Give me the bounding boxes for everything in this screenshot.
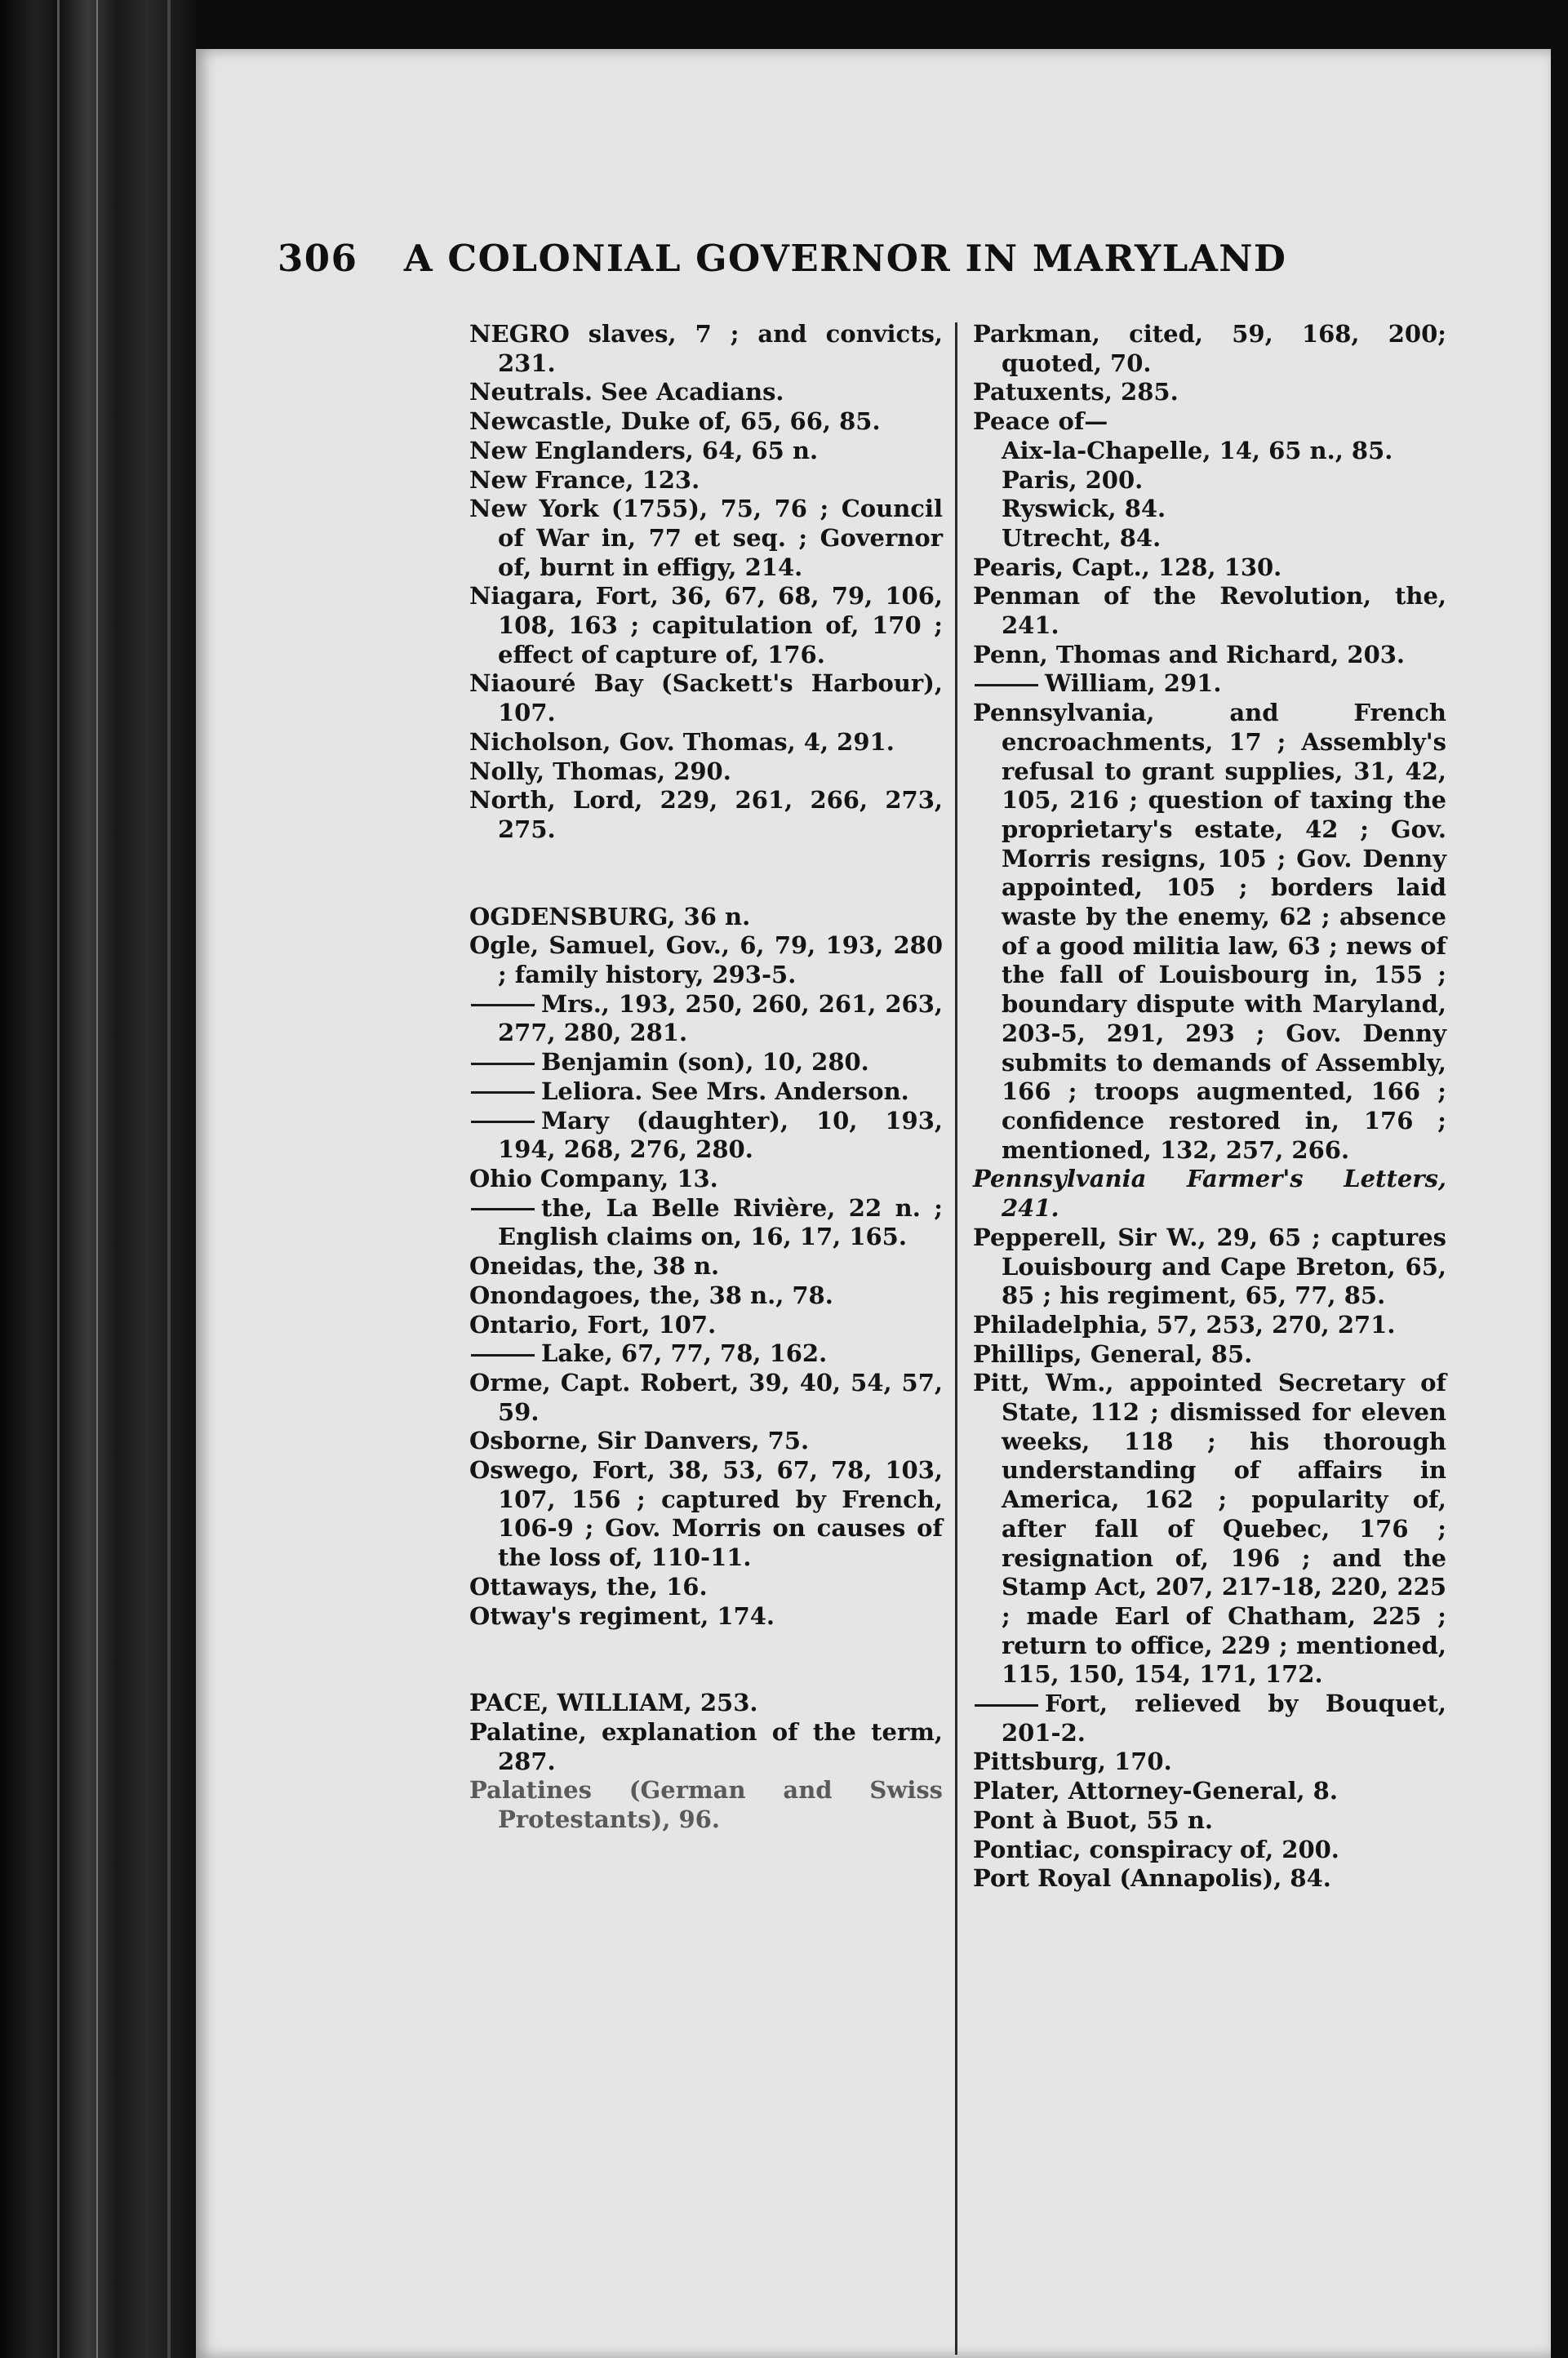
index-entry: PACE, WILLIAM, 253.	[469, 1689, 758, 1717]
index-entry: Pepperell, Sir W., 29, 65 ; captures Louisbourg and Cape Breton, 65, 85 ; his regiment, 65, 77, 85.	[973, 1223, 1446, 1310]
index-entry: Otway's regiment, 174.	[469, 1601, 775, 1630]
index-entry: New France, 123.	[469, 465, 700, 494]
ditto-dash	[471, 1121, 535, 1123]
index-entry: Ohio Company, 13.	[469, 1164, 718, 1192]
index-entry: Neutrals. See Acadians.	[469, 378, 784, 406]
index-entry: North, Lord, 229, 261, 266, 273, 275.	[469, 786, 943, 843]
index-entry: Plater, Attorney-General, 8.	[973, 1777, 1338, 1805]
index-subentry	[973, 1690, 1446, 1747]
index-subentry-text: Lake, 67, 77, 78, 162.	[541, 1339, 828, 1368]
index-entry: Ontario, Fort, 107.	[469, 1310, 717, 1339]
index-subentry-text: Leliora. See Mrs. Anderson.	[541, 1077, 909, 1105]
index-entry: Palatines (German and Swiss Protestants), 96.	[469, 1776, 943, 1834]
index-subentry	[469, 1107, 943, 1165]
index-entry: Palatine, explanation of the term, 287.	[469, 1717, 943, 1775]
index-subentry	[469, 1048, 943, 1077]
index-entry: NEGRO slaves, 7 ; and convicts, 231.	[469, 320, 943, 377]
book-spine	[0, 0, 196, 2358]
ditto-dash	[975, 1704, 1038, 1707]
index-subentry	[469, 1077, 943, 1107]
index-entry: Niagara, Fort, 36, 67, 68, 79, 106, 108, 163 ; capitulation of, 170 ; effect of capture of, 176.	[469, 582, 943, 668]
index-entry: Oswego, Fort, 38, 53, 67, 78, 103, 107, 156 ; captured by French, 106-9 ; Gov. Morris on causes of the loss of, 110-11.	[469, 1456, 943, 1572]
index-subentry: Aix-la-Chapelle, 14, 65 n., 85.	[1002, 436, 1393, 464]
ditto-dash	[471, 1091, 535, 1094]
index-entry: Orme, Capt. Robert, 39, 40, 54, 57, 59.	[469, 1368, 943, 1426]
index-column-left	[469, 320, 943, 1835]
index-entry: Osborne, Sir Danvers, 75.	[469, 1427, 810, 1455]
index-subentry-text: Fort, relieved by Bouquet, 201-2.	[1002, 1690, 1446, 1747]
index-entry: Newcastle, Duke of, 65, 66, 85.	[469, 407, 881, 436]
index-subentry-text: William, 291.	[1045, 669, 1222, 698]
index-subentry-text: the, La Belle Rivière, 22 n. ; English claims on, 16, 17, 165.	[498, 1193, 943, 1251]
index-entry: Pont à Buot, 55 n.	[973, 1805, 1213, 1834]
ditto-dash	[471, 1208, 535, 1210]
index-entry: New York (1755), 75, 76 ; Council of War in, 77 et seq. ; Governor of, burnt in effigy, 214.	[469, 495, 943, 581]
index-entry: Pontiac, conspiracy of, 200.	[973, 1835, 1339, 1863]
index-subentry-text: Benjamin (son), 10, 280.	[541, 1048, 869, 1077]
index-entry: Ottaways, the, 16.	[469, 1572, 708, 1601]
index-entry: Penman of the Revolution, the, 241.	[973, 582, 1446, 640]
index-subentry-text: Mrs., 193, 250, 260, 261, 263, 277, 280, 281.	[498, 989, 943, 1047]
index-subentry-text: Mary (daughter), 10, 193, 194, 268, 276, 280.	[498, 1106, 943, 1164]
index-entry: Niaouré Bay (Sackett's Harbour), 107.	[469, 669, 943, 727]
index-entry: Nolly, Thomas, 290.	[469, 757, 731, 785]
index-entry: Philadelphia, 57, 253, 270, 271.	[973, 1310, 1396, 1339]
index-entry: New Englanders, 64, 65 n.	[469, 436, 819, 464]
index-entry: Pitt, Wm., appointed Secretary of State, 112 ; dismissed for eleven weeks, 118 ; his thorough understanding of affairs in America, 162 ; popularity of, after fall of Quebec, 176 ; resignation of, 196 ; and the Stamp Act, 207, 217-18, 220, 225 ; made Earl of Chatham, 225 ; return to office, 229 ; mentioned, 115, 150, 154, 171, 172.	[973, 1369, 1446, 1689]
index-entry: Patuxents, 285.	[973, 378, 1179, 406]
index-entry: Pennsylvania Farmer's Letters, 241.	[973, 1165, 1446, 1223]
spine-edge-line	[167, 0, 171, 2358]
index-entry: Peace of—	[973, 407, 1108, 436]
running-title: A COLONIAL GOVERNOR IN MARYLAND	[403, 237, 1287, 280]
index-subentry	[469, 1194, 943, 1252]
index-entry: Pearis, Capt., 128, 130.	[973, 553, 1282, 581]
index-entry: Phillips, General, 85.	[973, 1339, 1253, 1368]
spine-edge-line	[96, 0, 98, 2358]
ditto-dash	[975, 684, 1038, 686]
index-subentry: Paris, 200.	[1002, 465, 1144, 494]
index-subentry: Utrecht, 84.	[1002, 523, 1162, 552]
column-divider	[955, 322, 957, 2355]
index-entry: Onondagoes, the, 38 n., 78.	[469, 1281, 833, 1309]
ditto-dash	[471, 1354, 535, 1357]
index-subentry	[973, 669, 1446, 699]
ditto-dash	[471, 1004, 535, 1006]
index-subentry	[469, 1339, 943, 1369]
index-entry: Pittsburg, 170.	[973, 1747, 1172, 1776]
index-entry: Ogle, Samuel, Gov., 6, 79, 193, 280 ; family history, 293-5.	[469, 931, 943, 989]
index-entry: Nicholson, Gov. Thomas, 4, 291.	[469, 727, 895, 756]
index-entry: Pennsylvania, and French encroachments, 17 ; Assembly's refusal to grant supplies, 31, 42, 105, 216 ; question of taxing the proprietary's estate, 42 ; Gov. Morris resigns, 105 ; Gov. Denny appointed, 105 ; borders laid waste by the enemy, 62 ; absence of a good militia law, 63 ; news of the fall of Louisbourg in, 155 ; boundary dispute with Maryland, 203-5, 291, 293 ; Gov. Denny submits to demands of Assembly, 166 ; troops augmented, 166 ; confidence restored in, 176 ; mentioned, 132, 257, 266.	[973, 699, 1446, 1164]
index-subentry: Ryswick, 84.	[1002, 495, 1166, 523]
spine-edge-line	[57, 0, 60, 2358]
page-header	[278, 237, 1371, 280]
index-subentry	[469, 990, 943, 1048]
index-entry: Parkman, cited, 59, 168, 200; quoted, 70.	[973, 320, 1446, 377]
index-entry: Penn, Thomas and Richard, 203.	[973, 640, 1406, 668]
index-entry: Port Royal (Annapolis), 84.	[973, 1864, 1331, 1893]
index-entry: OGDENSBURG, 36 n.	[469, 902, 751, 930]
index-column-right	[973, 320, 1446, 1894]
page-number: 306	[278, 237, 358, 280]
index-entry: Oneidas, the, 38 n.	[469, 1252, 720, 1281]
ditto-dash	[471, 1063, 535, 1065]
